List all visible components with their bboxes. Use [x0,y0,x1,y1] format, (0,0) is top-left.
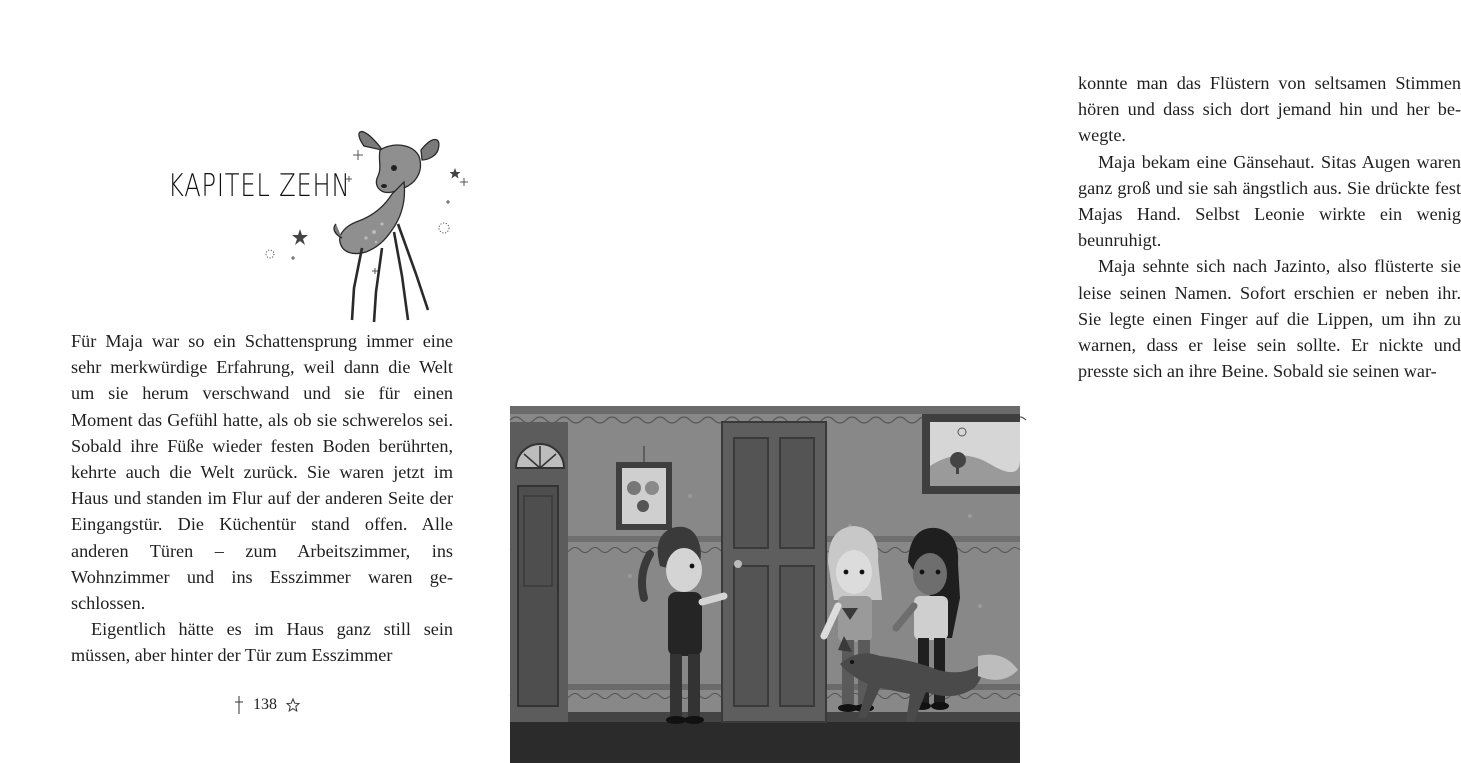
floor [510,722,1020,763]
front-door-left [510,422,568,722]
right-body-text [1078,70,1461,384]
small-star-right-icon [286,698,300,712]
chapter-title: KAPITEL ZEHN [168,168,351,204]
paragraph: Maja sehnte sich nach Jazinto, also flüsterte sie leise seinen Namen. Sofort erschien er neben ihr. Sie legte einen Finger auf die Lippen, um ihn zu warnen, dass er leise sein sollte. Er nickte und presste sich an ihre Beine. Sobald sie seinen war- [1078,256,1461,382]
deer-illustration [256,124,476,330]
page-footer [222,692,312,718]
landscape-picture-frame [922,414,1020,494]
sparkles [266,150,468,274]
dining-room-door [722,422,826,722]
left-body-text [71,328,453,669]
paragraph: konnte man das Flüstern von seltsamen Stimmen hören und dass sich dort jemand hin und her bewegte. [1078,73,1461,146]
wall-border-top [510,406,1020,414]
paragraph: Eigentlich hätte es im Haus ganz still sein müssen, aber hinter der Tür zum Esszimmer [71,619,453,666]
left-page [0,0,510,763]
small-star-left-icon [234,696,244,714]
page-number: 138 [253,696,277,713]
deer [334,132,439,322]
hallway-illustration [510,406,1020,763]
paragraph: Für Maja war so ein Schattensprung immer eine sehr merkwürdige Erfahrung, weil dann die Welt um sie herum verschwand und sie für einen Moment das Gefühl hatte, als ob sie schwerelos sei. Sobald ihre Füße wieder festen Boden berührten, kehrte auch die Welt zurück. Sie waren jetzt im Haus und standen im Flur auf der anderen Seite der Eingangstür. Die Küchentür stand offen. Alle anderen Türen – zum Arbeitszimmer, ins Wohnzimmer und ins Esszimmer waren geschlossen. [71,331,453,614]
paragraph: Maja bekam eine Gänsehaut. Sitas Augen waren ganz groß und sie sah ängstlich aus. Sie drückte fest Majas Hand. Selbst Leonie wirkte ein wenig beunruhigt. [1078,151,1461,251]
